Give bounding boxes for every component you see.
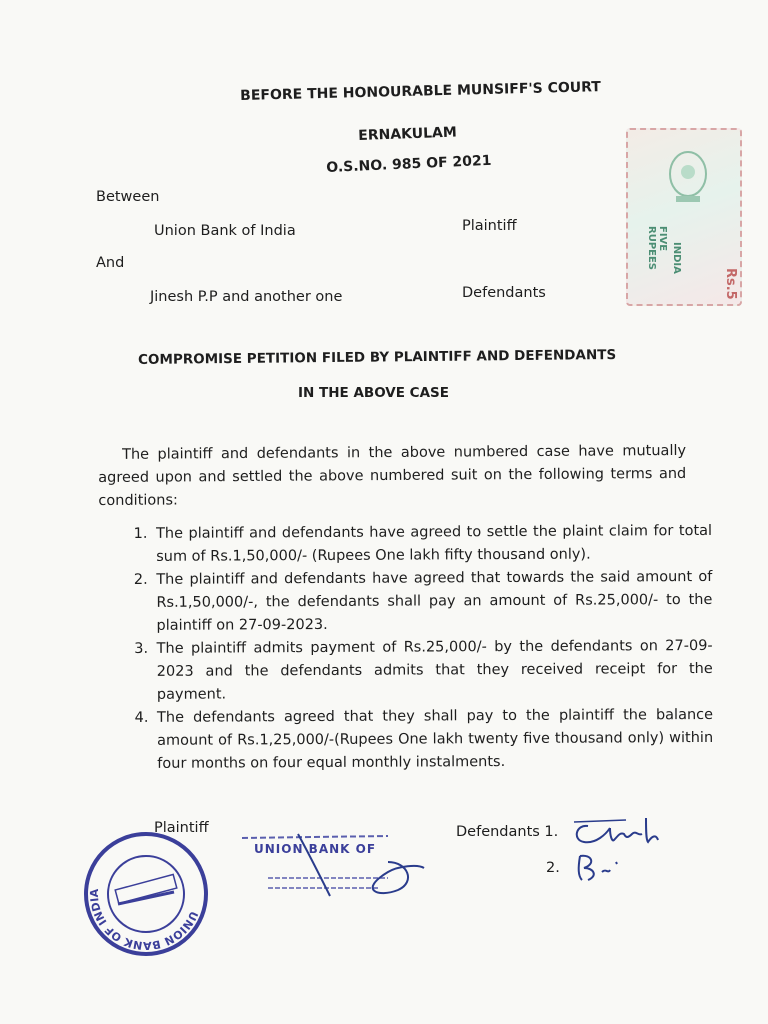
court-location: ERNAKULAM bbox=[358, 124, 458, 144]
seal-ring-icon bbox=[82, 830, 210, 958]
stamp-value-short: Rs.5 bbox=[723, 268, 738, 300]
stamp-country: INDIA bbox=[671, 242, 682, 274]
plaintiff-role: Plaintiff bbox=[462, 218, 517, 234]
bank-rubber-stamp bbox=[238, 832, 428, 902]
bank-seal bbox=[82, 830, 210, 958]
terms-list bbox=[128, 520, 713, 776]
defendant2-signature-label: 2. bbox=[546, 860, 560, 876]
petition-title-line2: IN THE ABOVE CASE bbox=[298, 385, 449, 401]
seal-ring-text: UNION BANK OF INDIA bbox=[87, 888, 201, 953]
case-number: O.S.NO. 985 OF 2021 bbox=[326, 152, 492, 176]
and-label: And bbox=[96, 255, 125, 271]
term-item: 1. The plaintiff and defendants have agreed to settle the plaint claim for total sum of Rs.1,50,000/- (Rupees One lakh fifty thousand only). bbox=[152, 520, 712, 569]
defendant-name: Jinesh P.P and another one bbox=[150, 289, 343, 305]
term-item: 3. The plaintiff admits payment of Rs.25,000/- by the defendants on 27-09-2023 and the defendants admits that they received receipt for the payment. bbox=[153, 635, 713, 707]
revenue-stamp bbox=[626, 128, 742, 306]
term-item: 4. The defendants agreed that they shall pay to the plaintiff the balance amount of Rs.1,25,000/-(Rupees One lakh twenty five thousand only) within four months on four equal monthly instalments. bbox=[153, 704, 713, 776]
defendant-role: Defendants bbox=[462, 285, 546, 301]
intro-paragraph: The plaintiff and defendants in the above numbered case have mutually agreed upon and settled the above numbered suit on the following terms and conditions: bbox=[98, 442, 687, 509]
term-item: 2. The plaintiff and defendants have agreed that towards the said amount of Rs.1,50,000/-, the defendants shall pay an amount of Rs.25,000/- to the plaintiff on 27-09-2023. bbox=[152, 566, 712, 638]
petition-title-line1: COMPROMISE PETITION FILED BY PLAINTIFF AND DEFENDANTS bbox=[138, 346, 617, 368]
stamp-emblem-icon bbox=[658, 144, 718, 224]
defendant1-signature-icon bbox=[566, 812, 666, 852]
court-name-line: BEFORE THE HONOURABLE MUNSIFF'S COURT bbox=[240, 79, 602, 104]
defendants-signature-label: Defendants 1. bbox=[456, 824, 559, 840]
plaintiff-signature-icon bbox=[238, 832, 428, 902]
stamp-value-text: FIVE RUPEES bbox=[646, 226, 668, 271]
between-label: Between bbox=[96, 189, 160, 205]
plaintiff-name: Union Bank of India bbox=[154, 223, 296, 239]
defendant2-signature-icon bbox=[572, 850, 632, 884]
plaintiff-signature-label: Plaintiff bbox=[154, 820, 209, 836]
bank-stamp-name: UNION BANK OF bbox=[254, 842, 377, 856]
